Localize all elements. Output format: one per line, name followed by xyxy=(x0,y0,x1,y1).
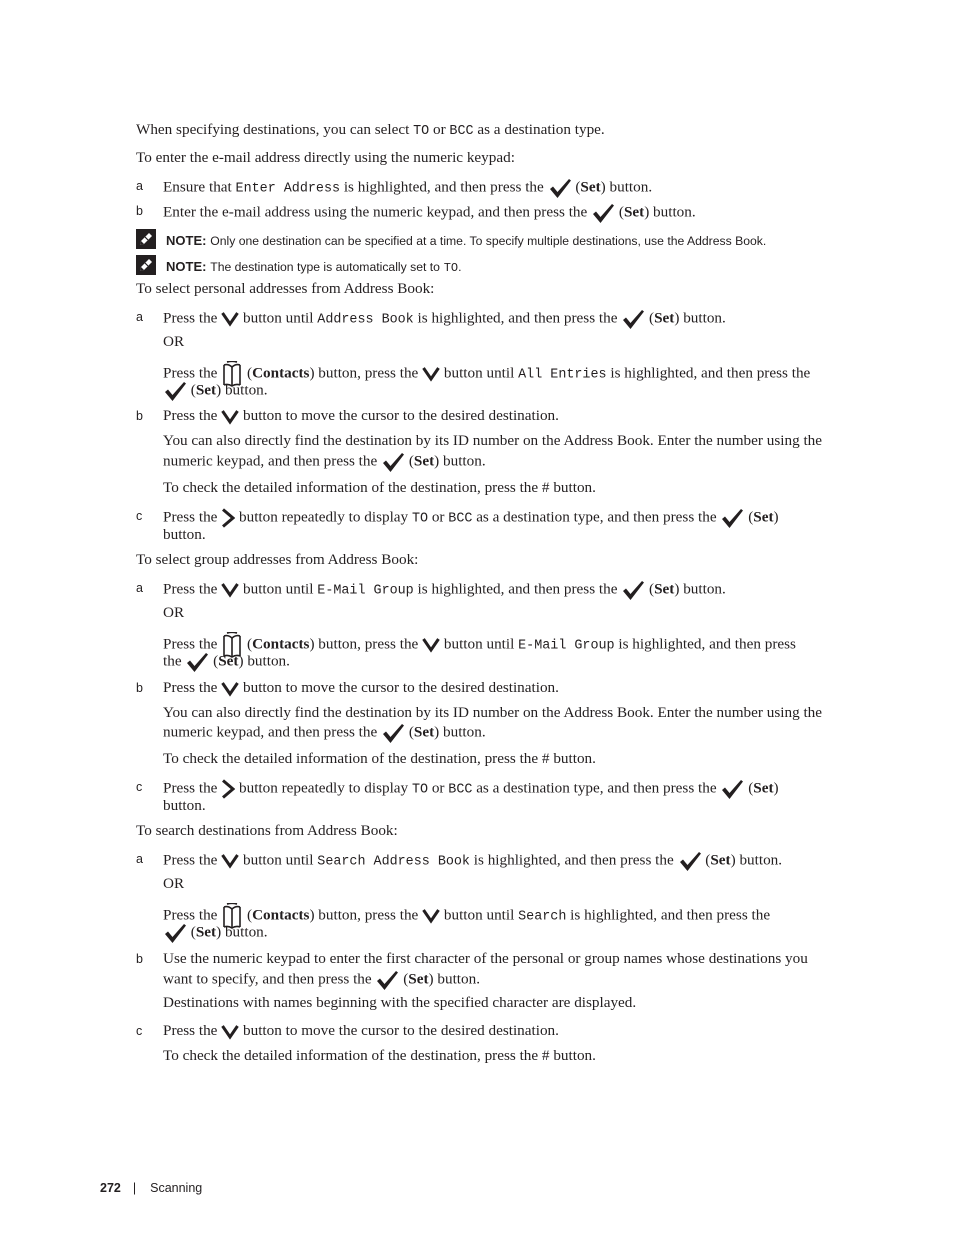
step-label: b xyxy=(136,681,143,695)
down-arrow-icon xyxy=(422,366,440,382)
check-icon xyxy=(720,507,744,529)
down-arrow-icon xyxy=(221,409,239,425)
step-text: Use the numeric keypad to enter the first character of the personal or group names whose destinations you xyxy=(163,950,808,967)
down-arrow-icon xyxy=(221,1024,239,1040)
step-text: Press the (Contacts) button, press the button until E-Mail Group is highlighted, and then press xyxy=(163,632,796,658)
page-footer xyxy=(100,1181,202,1195)
step-detail: To check the detailed information of the destination, press the # button. xyxy=(163,479,596,496)
step-text: Enter the e-mail address using the numeric keypad, and then press the (Set) button. xyxy=(163,202,696,224)
down-arrow-icon xyxy=(422,637,440,653)
step-text: Press the button until Search Address Book is highlighted, and then press the (Set) button. xyxy=(163,850,782,872)
check-icon xyxy=(621,308,645,330)
step-text: the (Set) button. xyxy=(163,651,290,673)
step-text: Press the (Contacts) button, press the button until All Entries is highlighted, and then press the xyxy=(163,361,810,387)
or-text: OR xyxy=(163,875,185,892)
step-text: button. xyxy=(163,526,206,543)
step-text: want to specify, and then press the (Set) button. xyxy=(163,969,480,991)
step-label: a xyxy=(136,581,143,595)
step-text: Ensure that Enter Address is highlighted, and then press the (Set) button. xyxy=(163,177,652,199)
or-text: OR xyxy=(163,333,185,350)
note: NOTE: Only one destination can be specified at a time. To specify multiple destinations, use the Address Book. xyxy=(136,229,766,254)
step-text: Press the (Contacts) button, press the button until Search is highlighted, and then press the xyxy=(163,903,770,929)
step-label: a xyxy=(136,310,143,324)
note-pencil-icon xyxy=(136,229,156,254)
step-label: a xyxy=(136,179,143,193)
check-icon xyxy=(375,969,399,991)
step-label: a xyxy=(136,852,143,866)
step-text: (Set) button. xyxy=(163,922,268,944)
step-detail: To check the detailed information of the destination, press the # button. xyxy=(163,750,596,767)
step-text: Press the button to move the cursor to the desired destination. xyxy=(163,1022,559,1039)
step-label: b xyxy=(136,204,143,218)
footer-section: Scanning xyxy=(150,1181,203,1195)
down-arrow-icon xyxy=(221,582,239,598)
down-arrow-icon xyxy=(221,853,239,869)
section-heading-group: To select group addresses from Address Book: xyxy=(136,551,419,568)
step-detail: Destinations with names beginning with the specified character are displayed. xyxy=(163,994,637,1011)
step-text: Press the button repeatedly to display TO or BCC as a destination type, and then press the (Set) xyxy=(163,778,779,800)
footer-separator: | xyxy=(132,1181,137,1195)
step-detail: You can also directly find the destination by its ID number on the Address Book. Enter the number using the xyxy=(163,704,823,721)
step-label: b xyxy=(136,952,143,966)
page-number: 272 xyxy=(100,1181,121,1195)
section-heading-personal: To select personal addresses from Address Book: xyxy=(136,280,435,297)
check-icon xyxy=(548,177,572,199)
step-text: button. xyxy=(163,797,206,814)
check-icon xyxy=(381,451,405,473)
down-arrow-icon xyxy=(221,311,239,327)
step-label: c xyxy=(136,780,143,794)
right-arrow-icon xyxy=(221,508,235,528)
section-heading-search: To search destinations from Address Book: xyxy=(136,822,398,839)
or-text: OR xyxy=(163,604,185,621)
step-label: b xyxy=(136,409,143,423)
step-detail: numeric keypad, and then press the (Set) button. xyxy=(163,722,486,744)
step-text: Press the button until E-Mail Group is highlighted, and then press the (Set) button. xyxy=(163,579,726,601)
down-arrow-icon xyxy=(221,681,239,697)
note: NOTE: The destination type is automatically set to TO. xyxy=(136,255,462,280)
intro-paragraph: When specifying destinations, you can select TO or BCC as a destination type. xyxy=(136,121,605,139)
step-label: c xyxy=(136,1024,143,1038)
note-pencil-icon xyxy=(136,255,156,280)
step-text: Press the button repeatedly to display TO or BCC as a destination type, and then press the (Set) xyxy=(163,507,779,529)
step-detail: To check the detailed information of the destination, press the # button. xyxy=(163,1047,596,1064)
step-text: Press the button until Address Book is highlighted, and then press the (Set) button. xyxy=(163,308,726,330)
step-detail: numeric keypad, and then press the (Set) button. xyxy=(163,451,486,473)
check-icon xyxy=(163,380,187,402)
check-icon xyxy=(381,722,405,744)
check-icon xyxy=(163,922,187,944)
down-arrow-icon xyxy=(422,908,440,924)
check-icon xyxy=(185,651,209,673)
step-text: Press the button to move the cursor to the desired destination. xyxy=(163,407,559,424)
right-arrow-icon xyxy=(221,779,235,799)
step-text: Press the button to move the cursor to the desired destination. xyxy=(163,679,559,696)
check-icon xyxy=(720,778,744,800)
check-icon xyxy=(591,202,615,224)
step-detail: You can also directly find the destination by its ID number on the Address Book. Enter the number using the xyxy=(163,432,823,449)
step-label: c xyxy=(136,509,143,523)
step-text: (Set) button. xyxy=(163,380,268,402)
check-icon xyxy=(678,850,702,872)
intro-keypad-text: To enter the e-mail address directly using the numeric keypad: xyxy=(136,149,515,166)
check-icon xyxy=(621,579,645,601)
